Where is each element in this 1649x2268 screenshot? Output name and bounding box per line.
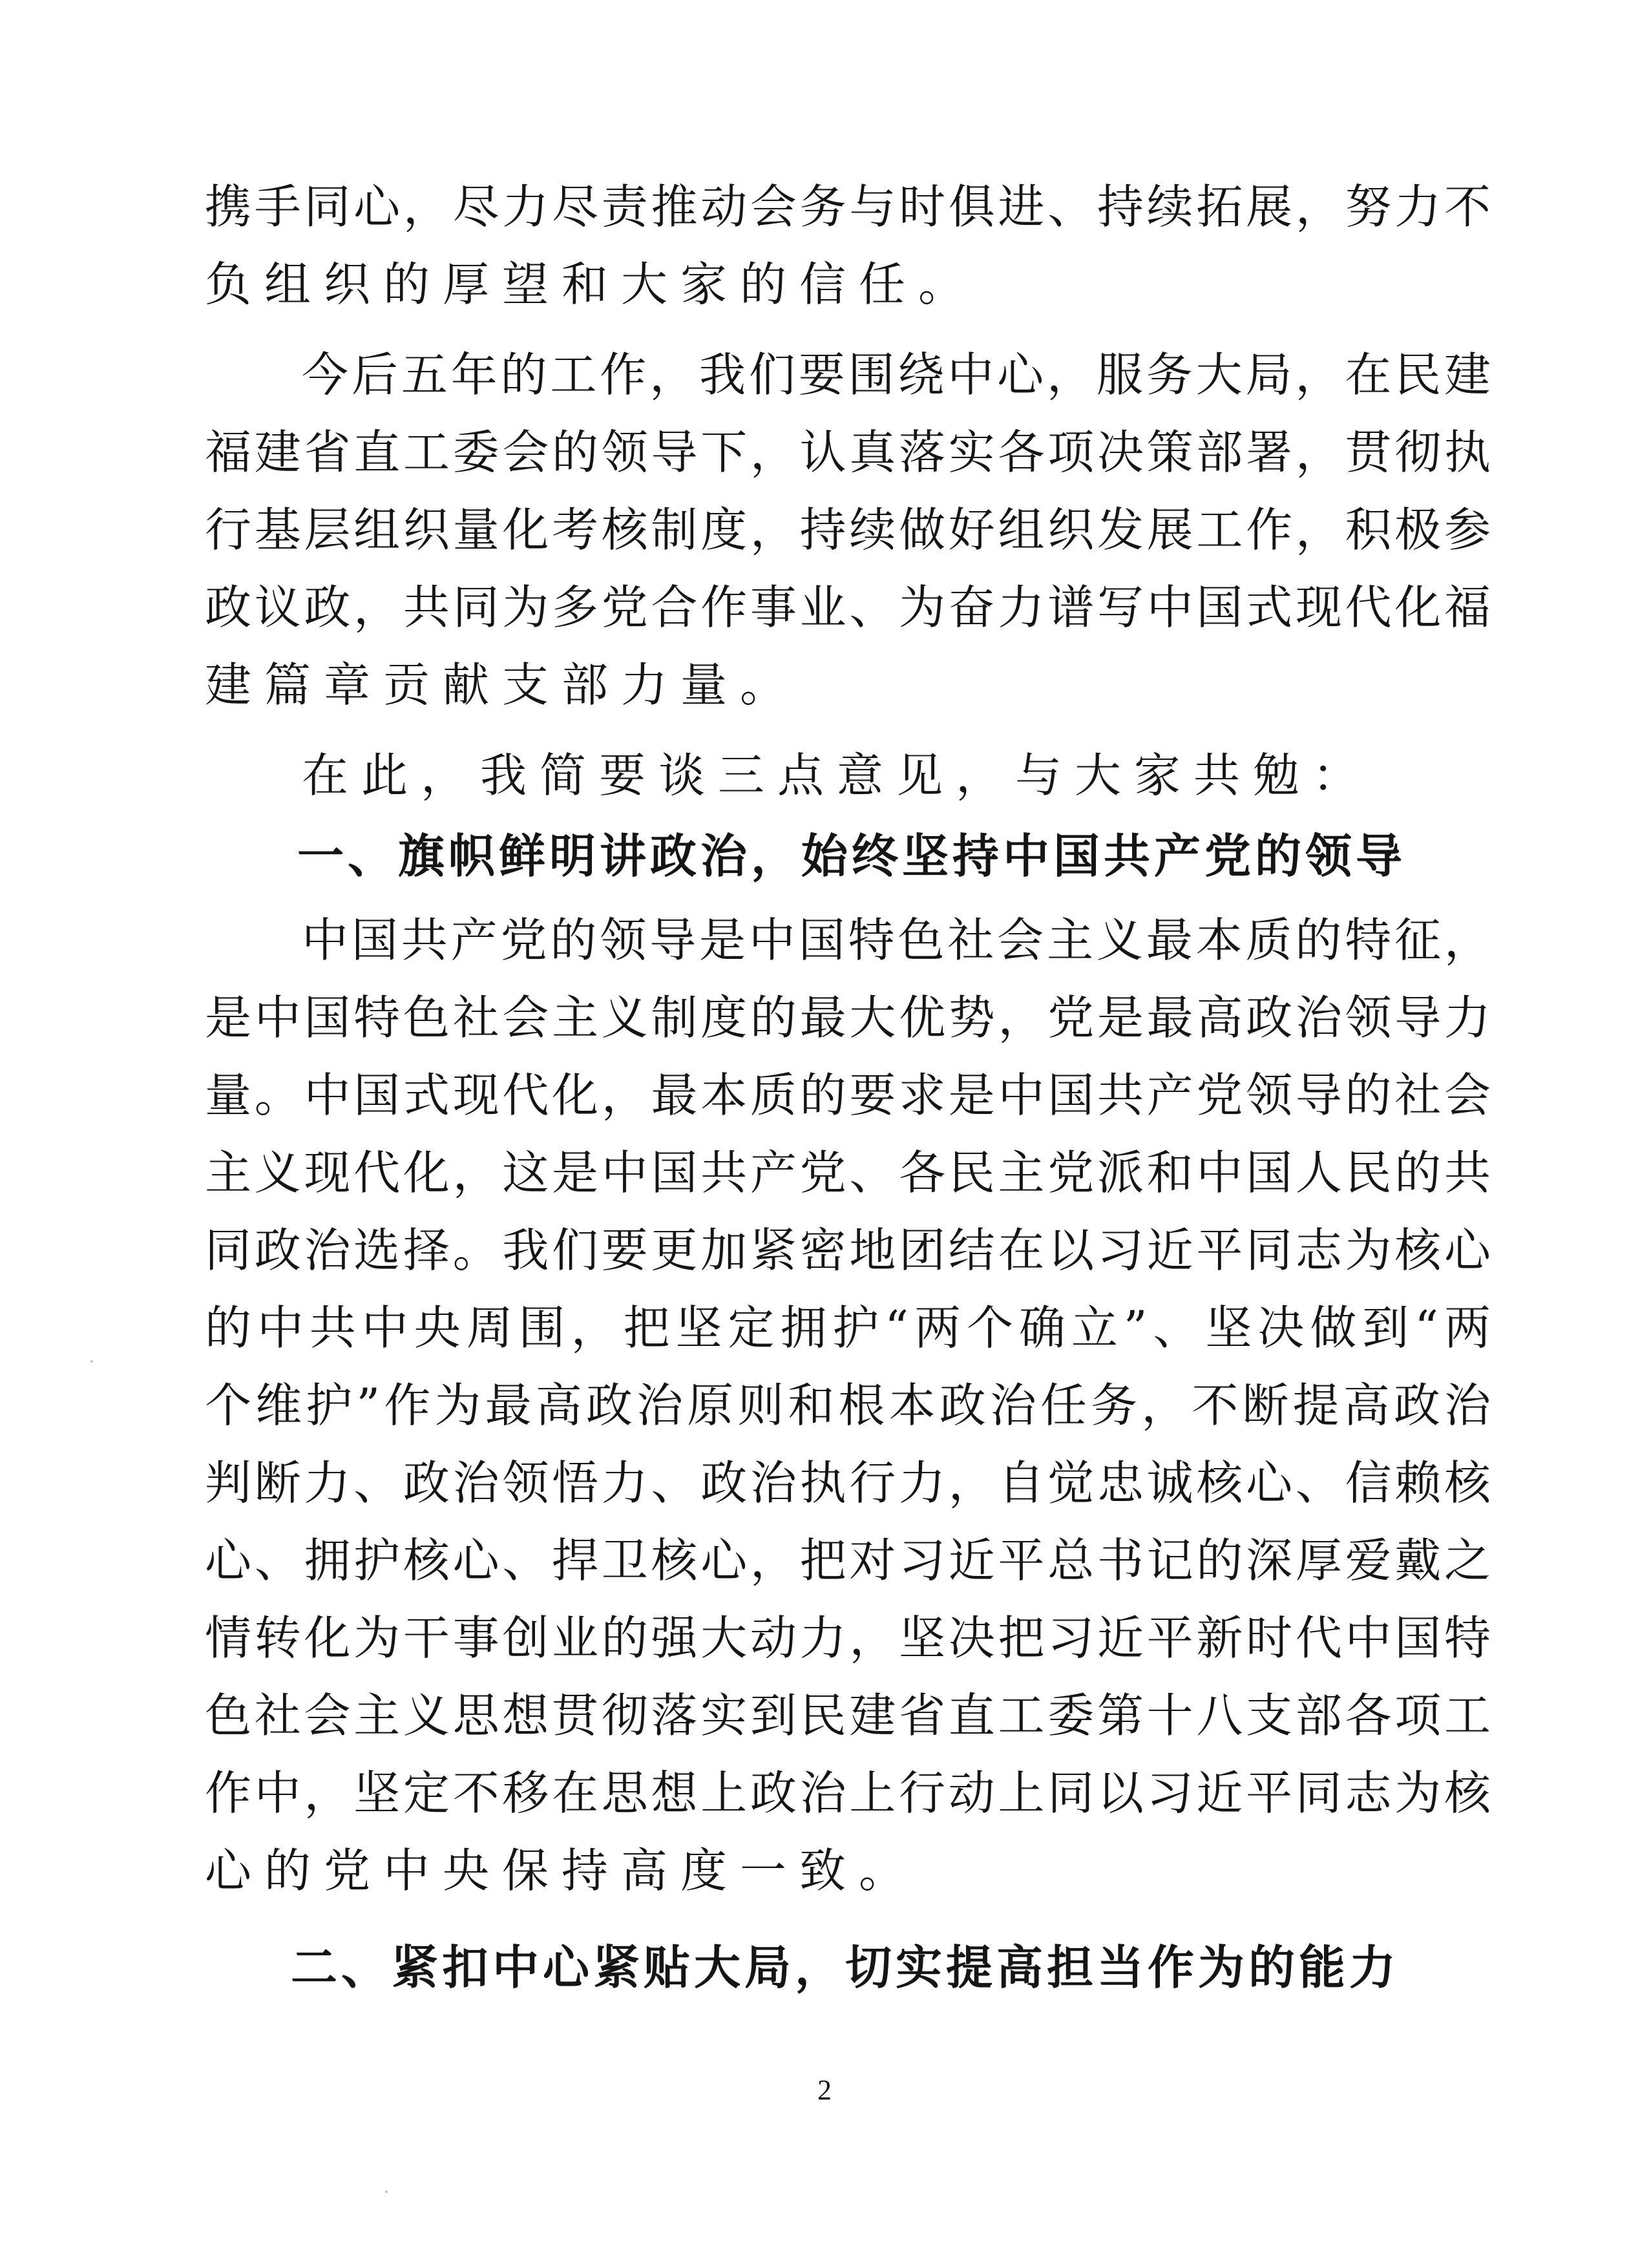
paragraph-first-line: 中国共产党的领导是中国特色社会主义最本质的特征， (302, 913, 1491, 967)
paragraph-first-line: 在此，我简要谈三点意见，与大家共勉： (302, 748, 1372, 803)
section-heading-2: 二、紧扣中心紧贴大局，切实提高担当作为的能力 (291, 1940, 1400, 1995)
page-number: 2 (817, 2074, 832, 2106)
text-line: 的中共中央周围，把坚定拥护“两个确立”、坚决做到“两 (205, 1301, 1491, 1355)
text-line: 福建省直工委会的领导下，认真落实各项决策部署，贯彻执 (205, 425, 1491, 479)
paragraph-first-line: 今后五年的工作，我们要围绕中心，服务大局，在民建 (302, 348, 1491, 402)
text-line: 主义现代化，这是中国共产党、各民主党派和中国人民的共 (205, 1146, 1491, 1200)
text-line: 心、拥护核心、捍卫核心，把对习近平总书记的深厚爱戴之 (205, 1533, 1491, 1588)
text-line: 色社会主义思想贯彻落实到民建省直工委第十八支部各项工 (205, 1688, 1491, 1743)
text-line: 量。中国式现代化，最本质的要求是中国共产党领导的社会 (205, 1068, 1491, 1122)
text-line: 政议政，共同为多党合作事业、为奋力谱写中国式现代化福 (205, 580, 1491, 635)
section-heading-1: 一、旗帜鲜明讲政治，始终坚持中国共产党的领导 (297, 829, 1407, 883)
scan-speck (90, 1360, 93, 1363)
text-line: 建篇章贡献支部力量。 (205, 658, 800, 712)
text-line: 是中国特色社会主义制度的最大优势，党是最高政治领导力 (205, 991, 1491, 1045)
text-line: 个维护”作为最高政治原则和根本政治任务，不断提高政治 (205, 1378, 1491, 1433)
text-line: 负组织的厚望和大家的信任。 (205, 257, 978, 311)
text-line: 判断力、政治领悟力、政治执行力，自觉忠诚核心、信赖核 (205, 1456, 1491, 1510)
text-line: 作中，坚定不移在思想上政治上行动上同以习近平同志为核 (205, 1766, 1491, 1820)
scan-speck (385, 2190, 388, 2193)
text-line: 情转化为干事创业的强大动力，坚决把习近平新时代中国特 (205, 1611, 1491, 1665)
text-line: 同政治选择。我们要更加紧密地团结在以习近平同志为核心 (205, 1223, 1491, 1277)
text-line: 携手同心，尽力尽责推动会务与时俱进、持续拓展，努力不 (205, 180, 1491, 234)
text-line: 心的党中央保持高度一致。 (205, 1843, 919, 1898)
text-line: 行基层组织量化考核制度，持续做好组织发展工作，积极参 (205, 503, 1491, 557)
